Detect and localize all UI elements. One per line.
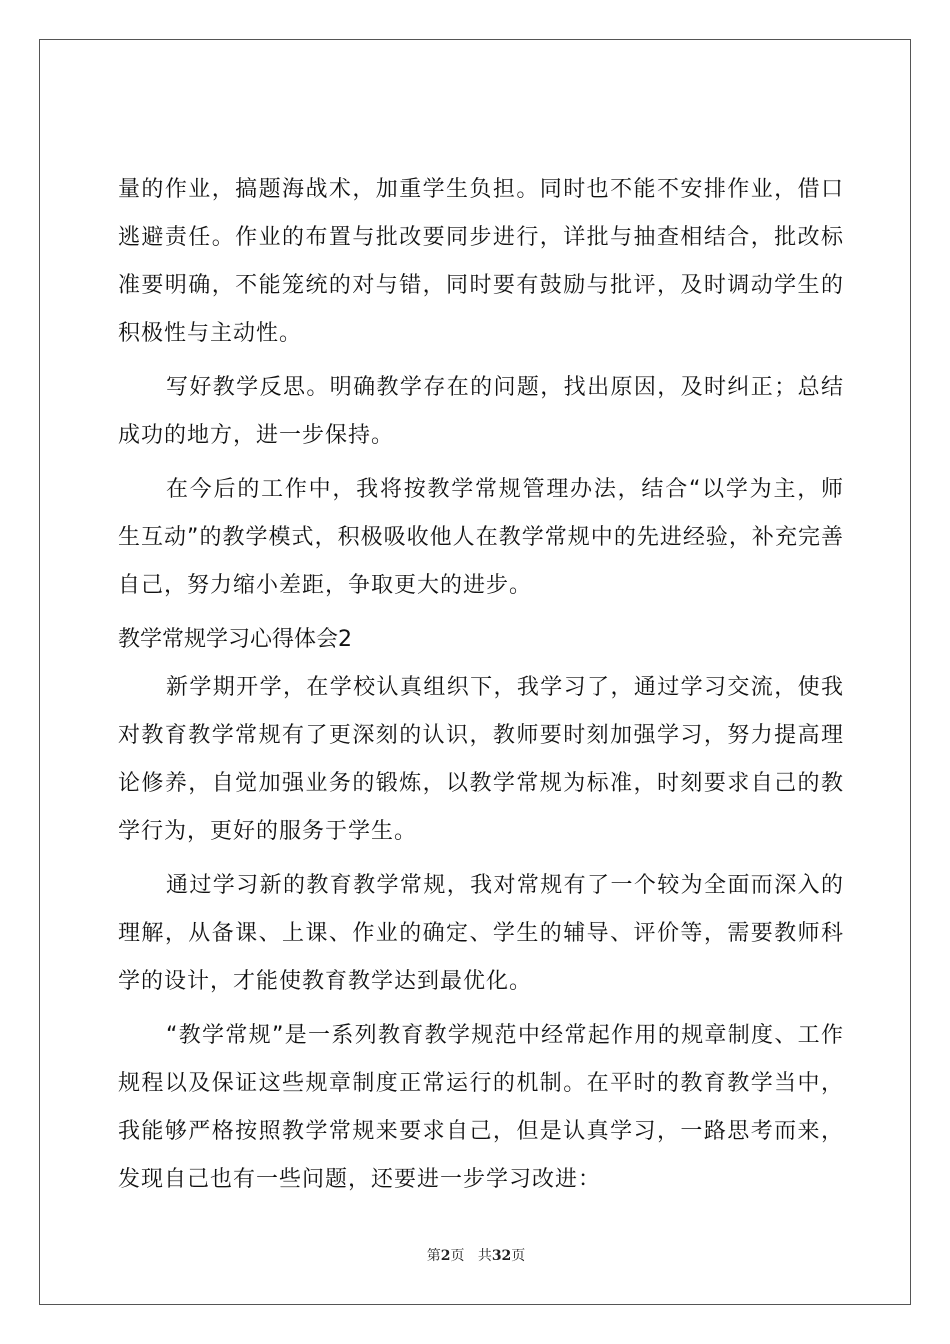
page-suffix: 页 (450, 1248, 465, 1264)
paragraph: 在今后的工作中，我将按教学常规管理办法，结合“以学为主，师生互动”的教学模式，积极吸收他人在教学常规中的先进经验，补充完善自己，努力缩小差距，争取更大的进步。 (118, 477, 844, 598)
paragraph: 写好教学反思。明确教学存在的问题，找出原因，及时纠正；总结成功的地方，进一步保持。 (118, 375, 844, 448)
page-number: 2 (440, 1248, 451, 1264)
section-heading: 教学常规学习心得体会2 (118, 627, 352, 652)
document-body (118, 166, 844, 1210)
page-footer (40, 1245, 912, 1265)
page-prefix: 第 (426, 1248, 441, 1264)
paragraph: 通过学习新的教育教学常规，我对常规有了一个较为全面而深入的理解，从备课、上课、作业的确定、学生的辅导、评价等，需要教师科学的设计，才能使教育教学达到最优化。 (118, 873, 844, 994)
total-prefix: 共 (477, 1248, 492, 1264)
paragraph: 量的作业，搞题海战术，加重学生负担。同时也不能不安排作业，借口逃避责任。作业的布置与批改要同步进行，详批与抽查相结合，批改标准要明确，不能笼统的对与错，同时要有鼓励与批评，及时调动学生的积极性与主动性。 (118, 177, 844, 346)
total-pages: 32 (491, 1248, 512, 1264)
paragraph: 新学期开学，在学校认真组织下，我学习了，通过学习交流，使我对教育教学常规有了更深刻的认识，教师要时刻加强学习，努力提高理论修养，自觉加强业务的锻炼，以教学常规为标准，时刻要求自己的教学行为，更好的服务于学生。 (118, 675, 844, 844)
total-suffix: 页 (511, 1248, 526, 1264)
paragraph: “教学常规”是一系列教育教学规范中经常起作用的规章制度、工作规程以及保证这些规章制度正常运行的机制。在平时的教育教学当中，我能够严格按照教学常规来要求自己，但是认真学习，一路思考而来，发现自己也有一些问题，还要进一步学习改进： (118, 1023, 844, 1192)
page-frame (39, 39, 911, 1305)
